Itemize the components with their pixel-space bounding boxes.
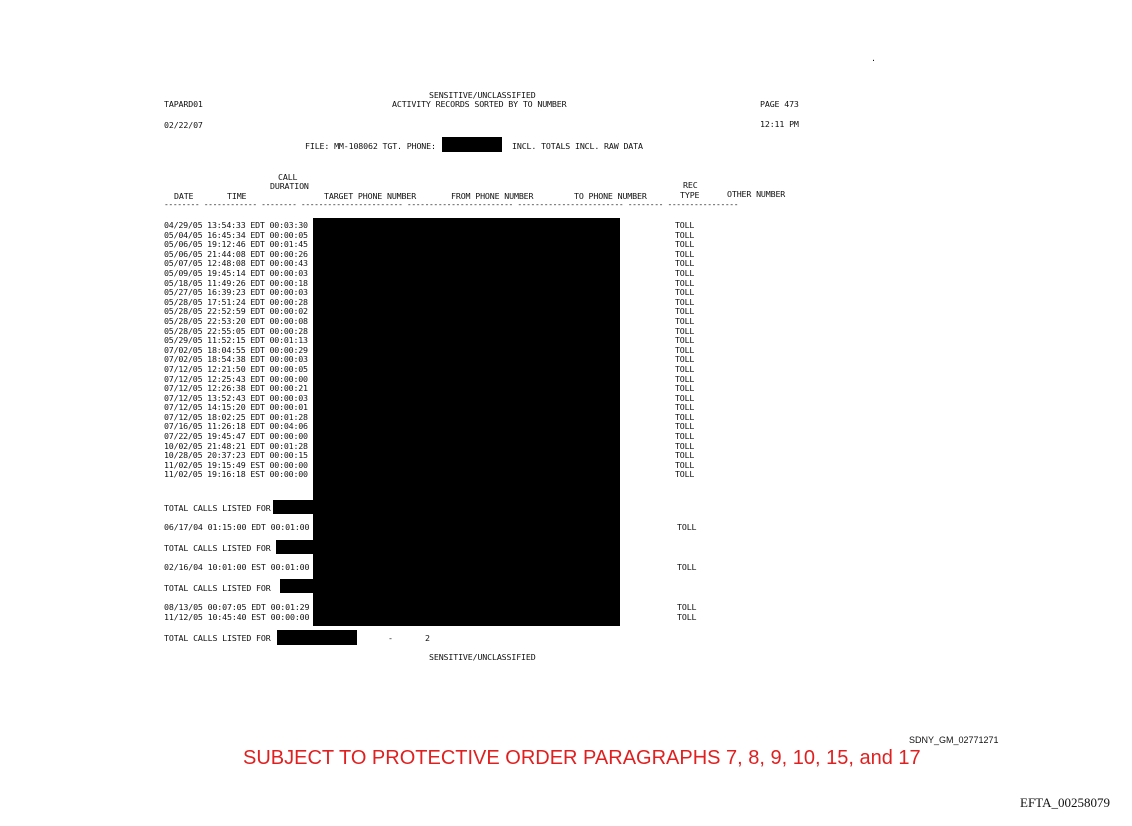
table-row: 02/16/04 10:01:00 EST 00:01:00 bbox=[164, 562, 310, 572]
rec-type-cell: TOLL bbox=[675, 383, 695, 394]
table-row: 07/12/05 18:02:25 EDT 00:01:28 bbox=[164, 411, 308, 422]
col-type: TYPE bbox=[680, 190, 700, 200]
table-row: 07/22/05 19:45:47 EDT 00:00:00 bbox=[164, 431, 308, 442]
table-row: 05/07/05 12:48:08 EDT 00:00:43 bbox=[164, 258, 308, 269]
final-count: 2 bbox=[425, 633, 430, 643]
redaction-total-4 bbox=[277, 630, 357, 645]
redaction-total-3 bbox=[280, 579, 313, 593]
rec-type-cell: TOLL bbox=[675, 392, 695, 403]
col-date: DATE bbox=[174, 191, 194, 201]
file-suffix: INCL. TOTALS INCL. RAW DATA bbox=[512, 141, 643, 151]
rec-type-cell: TOLL bbox=[675, 248, 695, 259]
total-calls-label: TOTAL CALLS LISTED FOR bbox=[164, 503, 271, 513]
col-duration: DURATION bbox=[270, 181, 309, 191]
rec-type-cell: TOLL bbox=[675, 450, 695, 461]
total-calls-label: TOTAL CALLS LISTED FOR bbox=[164, 543, 271, 553]
rec-type-cell: TOLL bbox=[675, 344, 695, 355]
table-row: 06/17/04 01:15:00 EDT 00:01:00 bbox=[164, 522, 310, 532]
rec-type-cell: TOLL bbox=[675, 267, 695, 278]
rec-type-cell: TOLL bbox=[675, 335, 695, 346]
table-row: 05/06/05 21:44:08 EDT 00:00:26 bbox=[164, 248, 308, 259]
rec-type-cell: TOLL bbox=[675, 411, 695, 422]
redaction-phone-columns bbox=[313, 218, 620, 626]
rec-type-cell: TOLL bbox=[675, 363, 695, 374]
table-row: 05/18/05 11:49:26 EDT 00:00:18 bbox=[164, 277, 308, 288]
table-row: 05/06/05 19:12:46 EDT 00:01:45 bbox=[164, 239, 308, 250]
table-row: 05/29/05 11:52:15 EDT 00:01:13 bbox=[164, 335, 308, 346]
rec-type-cell: TOLL bbox=[675, 440, 695, 451]
table-row: 08/13/05 00:07:05 EDT 00:01:29 bbox=[164, 602, 310, 612]
rec-type-cell: TOLL bbox=[675, 459, 695, 470]
rec-type-cell: TOLL bbox=[675, 373, 695, 384]
table-row: 07/16/05 11:26:18 EDT 00:04:06 bbox=[164, 421, 308, 432]
table-row: 07/12/05 12:26:38 EDT 00:00:21 bbox=[164, 383, 308, 394]
col-to: TO PHONE NUMBER bbox=[574, 191, 647, 201]
rec-type-cell: TOLL bbox=[675, 229, 695, 240]
rec-type-cell: TOLL bbox=[677, 602, 697, 612]
col-call: CALL bbox=[278, 172, 298, 182]
total-calls-label: TOTAL CALLS LISTED FOR bbox=[164, 583, 271, 593]
table-row: 04/29/05 13:54:33 EDT 00:03:30 bbox=[164, 220, 308, 230]
table-row: 10/28/05 20:37:23 EDT 00:00:15 bbox=[164, 450, 308, 461]
rec-type-cell: TOLL bbox=[675, 402, 695, 413]
redaction-target-phone bbox=[442, 137, 502, 152]
rec-type-cell: TOLL bbox=[677, 612, 697, 622]
table-row: 07/12/05 14:15:20 EDT 00:00:01 bbox=[164, 402, 308, 413]
rec-type-cell: TOLL bbox=[677, 562, 697, 572]
bates-number: SDNY_GM_02771271 bbox=[909, 735, 999, 745]
table-row: 07/12/05 12:21:50 EDT 00:00:05 bbox=[164, 363, 308, 374]
report-time: 12:11 PM bbox=[760, 119, 799, 129]
classification-bottom: SENSITIVE/UNCLASSIFIED bbox=[429, 652, 536, 662]
table-row: 10/02/05 21:48:21 EDT 00:01:28 bbox=[164, 440, 308, 451]
efta-number: EFTA_00258079 bbox=[1020, 795, 1110, 810]
report-id: TAPARD01 bbox=[164, 99, 203, 109]
rec-type-cell: TOLL bbox=[675, 421, 695, 432]
rec-type-cell: TOLL bbox=[675, 431, 695, 442]
dot-mark: . bbox=[871, 53, 876, 63]
table-row: 05/28/05 22:55:05 EDT 00:00:28 bbox=[164, 325, 308, 336]
col-target: TARGET PHONE NUMBER bbox=[324, 191, 417, 201]
col-time: TIME bbox=[227, 191, 247, 201]
rec-type-cell: TOLL bbox=[675, 296, 695, 307]
page-number: PAGE 473 bbox=[760, 99, 799, 109]
rec-type-cell: TOLL bbox=[675, 239, 695, 250]
rec-type-cell: TOLL bbox=[675, 325, 695, 336]
rec-type-cell: TOLL bbox=[675, 469, 695, 480]
rec-type-cell: TOLL bbox=[675, 258, 695, 269]
report-title: ACTIVITY RECORDS SORTED BY TO NUMBER bbox=[392, 99, 567, 109]
table-row: 11/12/05 10:45:40 EST 00:00:00 bbox=[164, 612, 310, 622]
rec-type-column bbox=[675, 221, 694, 480]
table-row: 11/02/05 19:15:49 EST 00:00:00 bbox=[164, 459, 308, 470]
table-row: 05/27/05 16:39:23 EDT 00:00:03 bbox=[164, 287, 308, 298]
file-label: FILE: MM-108062 TGT. PHONE: bbox=[305, 141, 436, 151]
table-row: 05/28/05 17:51:24 EDT 00:00:28 bbox=[164, 296, 308, 307]
final-dash: - bbox=[388, 633, 393, 643]
total-calls-label: TOTAL CALLS LISTED FOR bbox=[164, 633, 271, 643]
classification-top: SENSITIVE/UNCLASSIFIED bbox=[429, 90, 536, 100]
table-row: 07/02/05 18:04:55 EDT 00:00:29 bbox=[164, 344, 308, 355]
rec-type-cell: TOLL bbox=[677, 522, 697, 532]
rec-type-cell: TOLL bbox=[675, 306, 695, 317]
col-rec: REC bbox=[683, 180, 698, 190]
table-row: 05/28/05 22:53:20 EDT 00:00:08 bbox=[164, 315, 308, 326]
table-row: 07/12/05 12:25:43 EDT 00:00:00 bbox=[164, 373, 308, 384]
redaction-total-1 bbox=[273, 500, 313, 514]
table-row: 05/04/05 16:45:34 EDT 00:00:05 bbox=[164, 229, 308, 240]
protective-order-notice: SUBJECT TO PROTECTIVE ORDER PARAGRAPHS 7, 8, 9, 10, 15, and 17 bbox=[243, 747, 921, 769]
report-date: 02/22/07 bbox=[164, 120, 203, 130]
records-list bbox=[164, 221, 308, 480]
rec-type-cell: TOLL bbox=[675, 277, 695, 288]
table-row: 07/02/05 18:54:38 EDT 00:00:03 bbox=[164, 354, 308, 365]
rec-type-cell: TOLL bbox=[675, 220, 695, 230]
col-from: FROM PHONE NUMBER bbox=[451, 191, 534, 201]
rec-type-cell: TOLL bbox=[675, 354, 695, 365]
table-row: 11/02/05 19:16:18 EST 00:00:00 bbox=[164, 469, 308, 480]
rec-type-cell: TOLL bbox=[675, 287, 695, 298]
table-row: 07/12/05 13:52:43 EDT 00:00:03 bbox=[164, 392, 308, 403]
col-other: OTHER NUMBER bbox=[727, 189, 786, 199]
rec-type-cell: TOLL bbox=[675, 315, 695, 326]
table-row: 05/28/05 22:52:59 EDT 00:00:02 bbox=[164, 306, 308, 317]
header-underline: -------- ------------ -------- ----------------------- ------------------------ ------------------------ -------- ---------------- bbox=[164, 200, 739, 209]
redaction-total-2 bbox=[276, 540, 313, 554]
table-row: 05/09/05 19:45:14 EDT 00:00:03 bbox=[164, 267, 308, 278]
